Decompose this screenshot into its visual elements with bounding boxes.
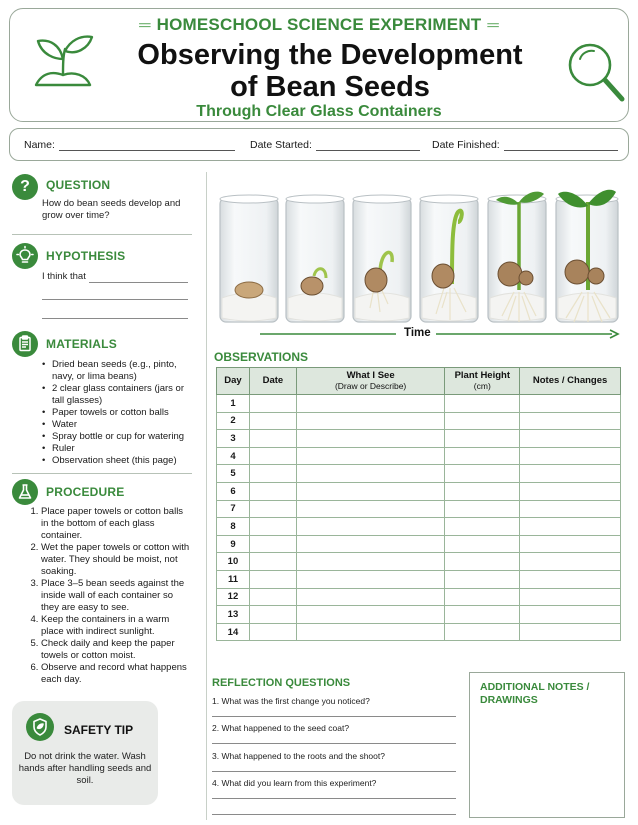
table-row <box>217 623 621 641</box>
date-finished-field[interactable] <box>432 139 618 151</box>
kicker-dash-right: ═ <box>487 17 499 34</box>
cell-what-i-see[interactable] <box>296 606 445 624</box>
cell-date[interactable] <box>249 623 296 641</box>
cell-day: 3 <box>217 430 250 448</box>
cell-notes[interactable] <box>520 430 621 448</box>
cell-plant-height[interactable] <box>445 395 520 413</box>
plant-height-unit: (cm) <box>473 381 491 391</box>
answer-line[interactable] <box>212 771 456 772</box>
procedure-list <box>27 506 192 686</box>
reflection-title: REFLECTION QUESTIONS <box>212 677 351 689</box>
table-row <box>217 430 621 448</box>
hypothesis-title: HYPOTHESIS <box>46 249 126 263</box>
question-title: QUESTION <box>46 178 111 192</box>
materials-item: • Observation sheet (this page) <box>42 455 192 467</box>
cell-plant-height[interactable] <box>445 430 520 448</box>
question-icon: ? <box>12 174 38 200</box>
date-started-label: Date Started: <box>250 139 312 151</box>
safety-text: Do not drink the water. Wash hands after handling seeds and soil. <box>18 751 152 786</box>
cell-day: 6 <box>217 482 250 500</box>
cell-what-i-see[interactable] <box>296 588 445 606</box>
flask-icon <box>12 479 38 505</box>
name-line[interactable] <box>59 141 235 151</box>
cell-what-i-see[interactable] <box>296 623 445 641</box>
additional-notes-box[interactable] <box>469 672 625 818</box>
table-row <box>217 553 621 571</box>
reflection-question: 3. What happened to the roots and the shoot? <box>212 751 385 761</box>
hypothesis-line[interactable] <box>42 299 188 300</box>
cell-notes[interactable] <box>520 447 621 465</box>
cell-plant-height[interactable] <box>445 553 520 571</box>
table-row <box>217 570 621 588</box>
procedure-title: PROCEDURE <box>46 485 125 499</box>
kicker-text: HOMESCHOOL SCIENCE EXPERIMENT <box>156 15 482 34</box>
table-row <box>217 395 621 413</box>
cell-date[interactable] <box>249 606 296 624</box>
table-row <box>217 465 621 483</box>
page-title <box>70 39 590 103</box>
cell-notes[interactable] <box>520 465 621 483</box>
cell-plant-height[interactable] <box>445 500 520 518</box>
cell-date[interactable] <box>249 395 296 413</box>
column-divider <box>206 172 207 820</box>
column-header-notes: Notes / Changes <box>520 368 621 395</box>
jar-stage-5 <box>488 192 546 322</box>
cell-what-i-see[interactable] <box>296 518 445 536</box>
bean-growth-illustration <box>214 180 634 330</box>
table-row <box>217 518 621 536</box>
column-header-what-i-see <box>296 368 445 395</box>
answer-line[interactable] <box>212 798 456 799</box>
cell-date[interactable] <box>249 535 296 553</box>
header-box <box>9 8 629 122</box>
materials-title: MATERIALS <box>46 337 117 351</box>
name-field[interactable] <box>24 139 235 151</box>
jar-stage-1 <box>220 195 278 322</box>
cell-day: 5 <box>217 465 250 483</box>
cell-notes[interactable] <box>520 395 621 413</box>
materials-item: • Water <box>42 419 192 431</box>
time-axis <box>214 327 624 341</box>
procedure-step: 6. Observe and record what happens each day. <box>41 662 192 686</box>
cell-date[interactable] <box>249 553 296 571</box>
table-row <box>217 588 621 606</box>
cell-plant-height[interactable] <box>445 518 520 536</box>
table-row <box>217 412 621 430</box>
cell-plant-height[interactable] <box>445 465 520 483</box>
cell-day: 8 <box>217 518 250 536</box>
hypothesis-prefix: I think that <box>42 271 86 282</box>
lightbulb-icon <box>12 243 38 269</box>
cell-date[interactable] <box>249 412 296 430</box>
kicker-dash-left: ═ <box>139 17 151 34</box>
cell-date[interactable] <box>249 482 296 500</box>
cell-notes[interactable] <box>520 500 621 518</box>
hypothesis-line[interactable] <box>42 318 188 319</box>
what-i-see-sublabel: (Draw or Describe) <box>334 381 407 391</box>
safety-tip-box <box>12 701 158 805</box>
cell-what-i-see[interactable] <box>296 465 445 483</box>
kicker-heading <box>10 15 628 35</box>
cell-day: 2 <box>217 412 250 430</box>
materials-item: • Ruler <box>42 443 192 455</box>
cell-plant-height[interactable] <box>445 447 520 465</box>
cell-notes[interactable] <box>520 606 621 624</box>
hypothesis-line[interactable] <box>89 282 188 283</box>
divider <box>12 473 192 474</box>
notes-title <box>480 681 589 707</box>
hypothesis-prefix-row <box>42 271 86 283</box>
procedure-step: 3. Place 3–5 bean seeds against the inside wall of each container so they are easy to see. <box>41 578 192 614</box>
jar-stage-3 <box>353 195 411 322</box>
notes-title-line-2: DRAWINGS <box>480 694 538 706</box>
cell-day: 1 <box>217 395 250 413</box>
jar-stage-6 <box>556 190 618 322</box>
reflection-question: 4. What did you learn from this experiment? <box>212 778 377 788</box>
plant-height-label: Plant Height <box>454 370 510 381</box>
divider <box>12 234 192 235</box>
cell-plant-height[interactable] <box>445 535 520 553</box>
cell-plant-height[interactable] <box>445 570 520 588</box>
cell-what-i-see[interactable] <box>296 500 445 518</box>
cell-what-i-see[interactable] <box>296 570 445 588</box>
reflection-question: 1. What was the first change you noticed? <box>212 696 370 706</box>
table-row <box>217 482 621 500</box>
cell-notes[interactable] <box>520 412 621 430</box>
answer-line[interactable] <box>212 743 456 744</box>
cell-plant-height[interactable] <box>445 606 520 624</box>
column-header-day: Day <box>217 368 250 395</box>
materials-list <box>42 359 192 467</box>
name-date-bar <box>9 128 629 161</box>
cell-what-i-see[interactable] <box>296 535 445 553</box>
cell-date[interactable] <box>249 465 296 483</box>
date-started-field[interactable] <box>250 139 420 151</box>
table-row <box>217 500 621 518</box>
cell-day: 9 <box>217 535 250 553</box>
table-row <box>217 447 621 465</box>
time-label: Time <box>404 327 431 339</box>
magnifier-icon <box>566 41 628 105</box>
answer-line[interactable] <box>212 814 456 815</box>
clipboard-icon <box>12 331 38 357</box>
cell-date[interactable] <box>249 447 296 465</box>
date-finished-line[interactable] <box>504 141 618 151</box>
materials-item: • Spray bottle or cup for watering <box>42 431 192 443</box>
cell-notes[interactable] <box>520 570 621 588</box>
cell-day: 11 <box>217 570 250 588</box>
cell-notes[interactable] <box>520 518 621 536</box>
notes-title-line-1: ADDITIONAL NOTES / <box>480 681 590 693</box>
cell-what-i-see[interactable] <box>296 430 445 448</box>
column-header-date: Date <box>249 368 296 395</box>
table-header-row <box>217 368 621 395</box>
jar-stage-2 <box>286 195 344 322</box>
cell-day: 4 <box>217 447 250 465</box>
title-line-1: Observing the Development <box>137 39 523 71</box>
cell-day: 12 <box>217 588 250 606</box>
column-header-plant-height <box>445 368 520 395</box>
jar-stage-4 <box>420 195 478 322</box>
cell-day: 10 <box>217 553 250 571</box>
title-line-2: of Bean Seeds <box>230 71 430 103</box>
cell-date[interactable] <box>249 500 296 518</box>
page-subtitle: Through Clear Glass Containers <box>196 103 442 120</box>
cell-day: 7 <box>217 500 250 518</box>
observations-table <box>216 367 621 641</box>
cell-notes[interactable] <box>520 623 621 641</box>
cell-notes[interactable] <box>520 535 621 553</box>
date-finished-label: Date Finished: <box>432 139 500 151</box>
cell-plant-height[interactable] <box>445 588 520 606</box>
what-i-see-label: What I See <box>346 370 395 381</box>
materials-item: • Dried bean seeds (e.g., pinto, navy, or lima beans) <box>42 359 192 383</box>
materials-item: • Paper towels or cotton balls <box>42 407 192 419</box>
answer-line[interactable] <box>212 716 456 717</box>
procedure-step: 4. Keep the containers in a warm place with indirect sunlight. <box>41 614 192 638</box>
procedure-step: 1. Place paper towels or cotton balls in the bottom of each glass container. <box>41 506 192 542</box>
cell-plant-height[interactable] <box>445 412 520 430</box>
procedure-step: 2. Wet the paper towels or cotton with water. They should be moist, not soaking. <box>41 542 192 578</box>
safety-title: SAFETY TIP <box>64 723 134 737</box>
cell-what-i-see[interactable] <box>296 482 445 500</box>
cell-notes[interactable] <box>520 482 621 500</box>
cell-what-i-see[interactable] <box>296 412 445 430</box>
observations-title: OBSERVATIONS <box>214 350 309 364</box>
cell-day: 14 <box>217 623 250 641</box>
table-row <box>217 535 621 553</box>
cell-day: 13 <box>217 606 250 624</box>
date-started-line[interactable] <box>316 141 420 151</box>
cell-date[interactable] <box>249 518 296 536</box>
cell-what-i-see[interactable] <box>296 553 445 571</box>
name-label: Name: <box>24 139 55 151</box>
cell-date[interactable] <box>249 570 296 588</box>
cell-notes[interactable] <box>520 553 621 571</box>
cell-plant-height[interactable] <box>445 623 520 641</box>
cell-date[interactable] <box>249 430 296 448</box>
materials-item: • 2 clear glass containers (jars or tall glasses) <box>42 383 192 407</box>
table-row <box>217 606 621 624</box>
procedure-step: 5. Check daily and keep the paper towels or cotton moist. <box>41 638 192 662</box>
cell-date[interactable] <box>249 588 296 606</box>
reflection-question: 2. What happened to the seed coat? <box>212 723 350 733</box>
cell-notes[interactable] <box>520 588 621 606</box>
cell-plant-height[interactable] <box>445 482 520 500</box>
cell-what-i-see[interactable] <box>296 395 445 413</box>
question-text: How do bean seeds develop and grow over time? <box>42 198 181 221</box>
cell-what-i-see[interactable] <box>296 447 445 465</box>
shield-icon <box>26 713 54 741</box>
